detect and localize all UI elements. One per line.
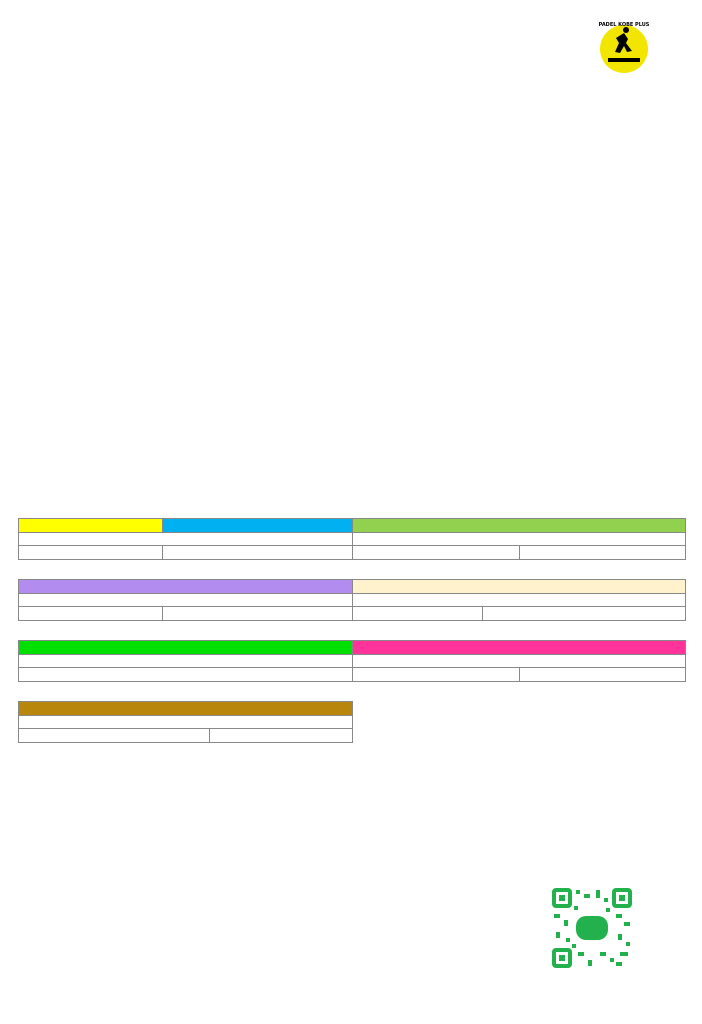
info-premium-title bbox=[352, 519, 685, 532]
info-aopade-fee bbox=[519, 668, 685, 681]
info-hata-ao-fee bbox=[162, 546, 352, 559]
info-ko-title bbox=[19, 580, 352, 593]
info-hajimete-title bbox=[352, 580, 685, 593]
info-pizza-capacity bbox=[19, 729, 209, 742]
info-hajimete-capacity bbox=[352, 607, 482, 620]
info-ko-fee bbox=[162, 607, 352, 620]
info-aopade-capacity bbox=[352, 668, 519, 681]
info-hata-ao-desc bbox=[19, 533, 352, 545]
info-hajimete-desc bbox=[352, 594, 685, 606]
info-premium-capacity bbox=[352, 546, 519, 559]
info-aopade-title bbox=[352, 641, 685, 654]
info-pizza-fee bbox=[209, 729, 352, 742]
info-premium-fee bbox=[519, 546, 685, 559]
info-hajimete-fee bbox=[482, 607, 685, 620]
line-qr-code[interactable] bbox=[550, 886, 634, 970]
info-pizza bbox=[18, 701, 353, 743]
info-hata-ao-capacity bbox=[19, 546, 162, 559]
padel-kobe-logo bbox=[594, 18, 654, 74]
info-ransa-title bbox=[19, 641, 352, 654]
info-hatadashi-title bbox=[19, 519, 162, 532]
info-pizza-title bbox=[19, 702, 352, 716]
svg-text:PADEL KOBE PLUS: PADEL KOBE PLUS bbox=[598, 22, 650, 28]
info-ransa-aopade bbox=[18, 640, 686, 682]
info-premium-desc bbox=[352, 533, 685, 545]
info-hatadashi-aodashi-premium bbox=[18, 518, 686, 560]
info-ransa-desc bbox=[19, 655, 352, 667]
info-pizza-desc bbox=[19, 716, 352, 729]
info-aodashi-title bbox=[162, 519, 352, 532]
info-ko-hajimete bbox=[18, 579, 686, 621]
info-ko-capacity bbox=[19, 607, 162, 620]
info-ko-desc bbox=[19, 594, 352, 606]
info-aopade-desc bbox=[352, 655, 685, 667]
info-ransa-note bbox=[19, 668, 352, 681]
